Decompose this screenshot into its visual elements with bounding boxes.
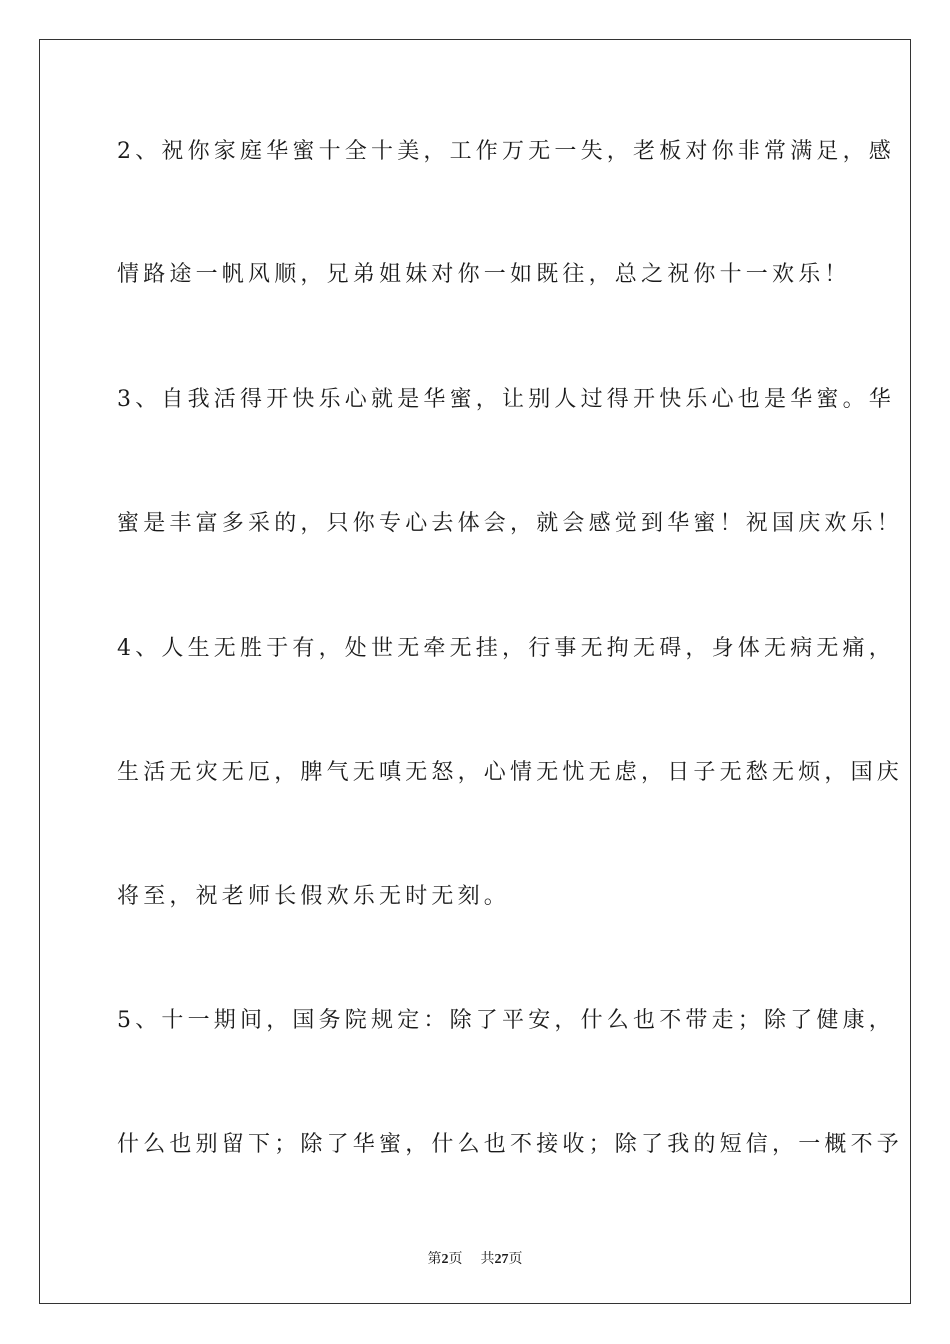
page-suffix: 页 [448, 1252, 463, 1267]
page-border [39, 39, 911, 1304]
total-pages: 27 [494, 1252, 509, 1267]
page-prefix: 第 [427, 1252, 442, 1267]
total-suffix: 页 [508, 1252, 523, 1267]
page-number: 2 [441, 1252, 449, 1267]
page-footer [0, 1248, 950, 1268]
text-line-6: 生活无灾无厄，脾气无嗔无怒，心情无忧无虑，日子无愁无烦，国庆 [117, 760, 904, 785]
text-line-9: 什么也别留下；除了华蜜，什么也不接收；除了我的短信，一概不予 [117, 1132, 904, 1157]
text-line-1: 2、祝你家庭华蜜十全十美，工作万无一失，老板对你非常满足，感 [117, 139, 895, 164]
text-line-7: 将至，祝老师长假欢乐无时无刻。 [117, 884, 511, 909]
total-prefix: 共 [480, 1252, 495, 1267]
text-line-2: 情路途一帆风顺，兄弟姐妹对你一如既往，总之祝你十一欢乐！ [117, 262, 851, 287]
text-line-3: 3、自我活得开快乐心就是华蜜，让别人过得开快乐心也是华蜜。华 [117, 387, 895, 412]
text-line-8: 5、十一期间，国务院规定：除了平安，什么也不带走；除了健康， [117, 1008, 895, 1033]
text-line-5: 4、人生无胜于有，处世无牵无挂，行事无拘无碍，身体无病无痛， [117, 636, 895, 661]
text-line-4: 蜜是丰富多采的，只你专心去体会，就会感觉到华蜜！祝国庆欢乐！ [117, 511, 904, 536]
